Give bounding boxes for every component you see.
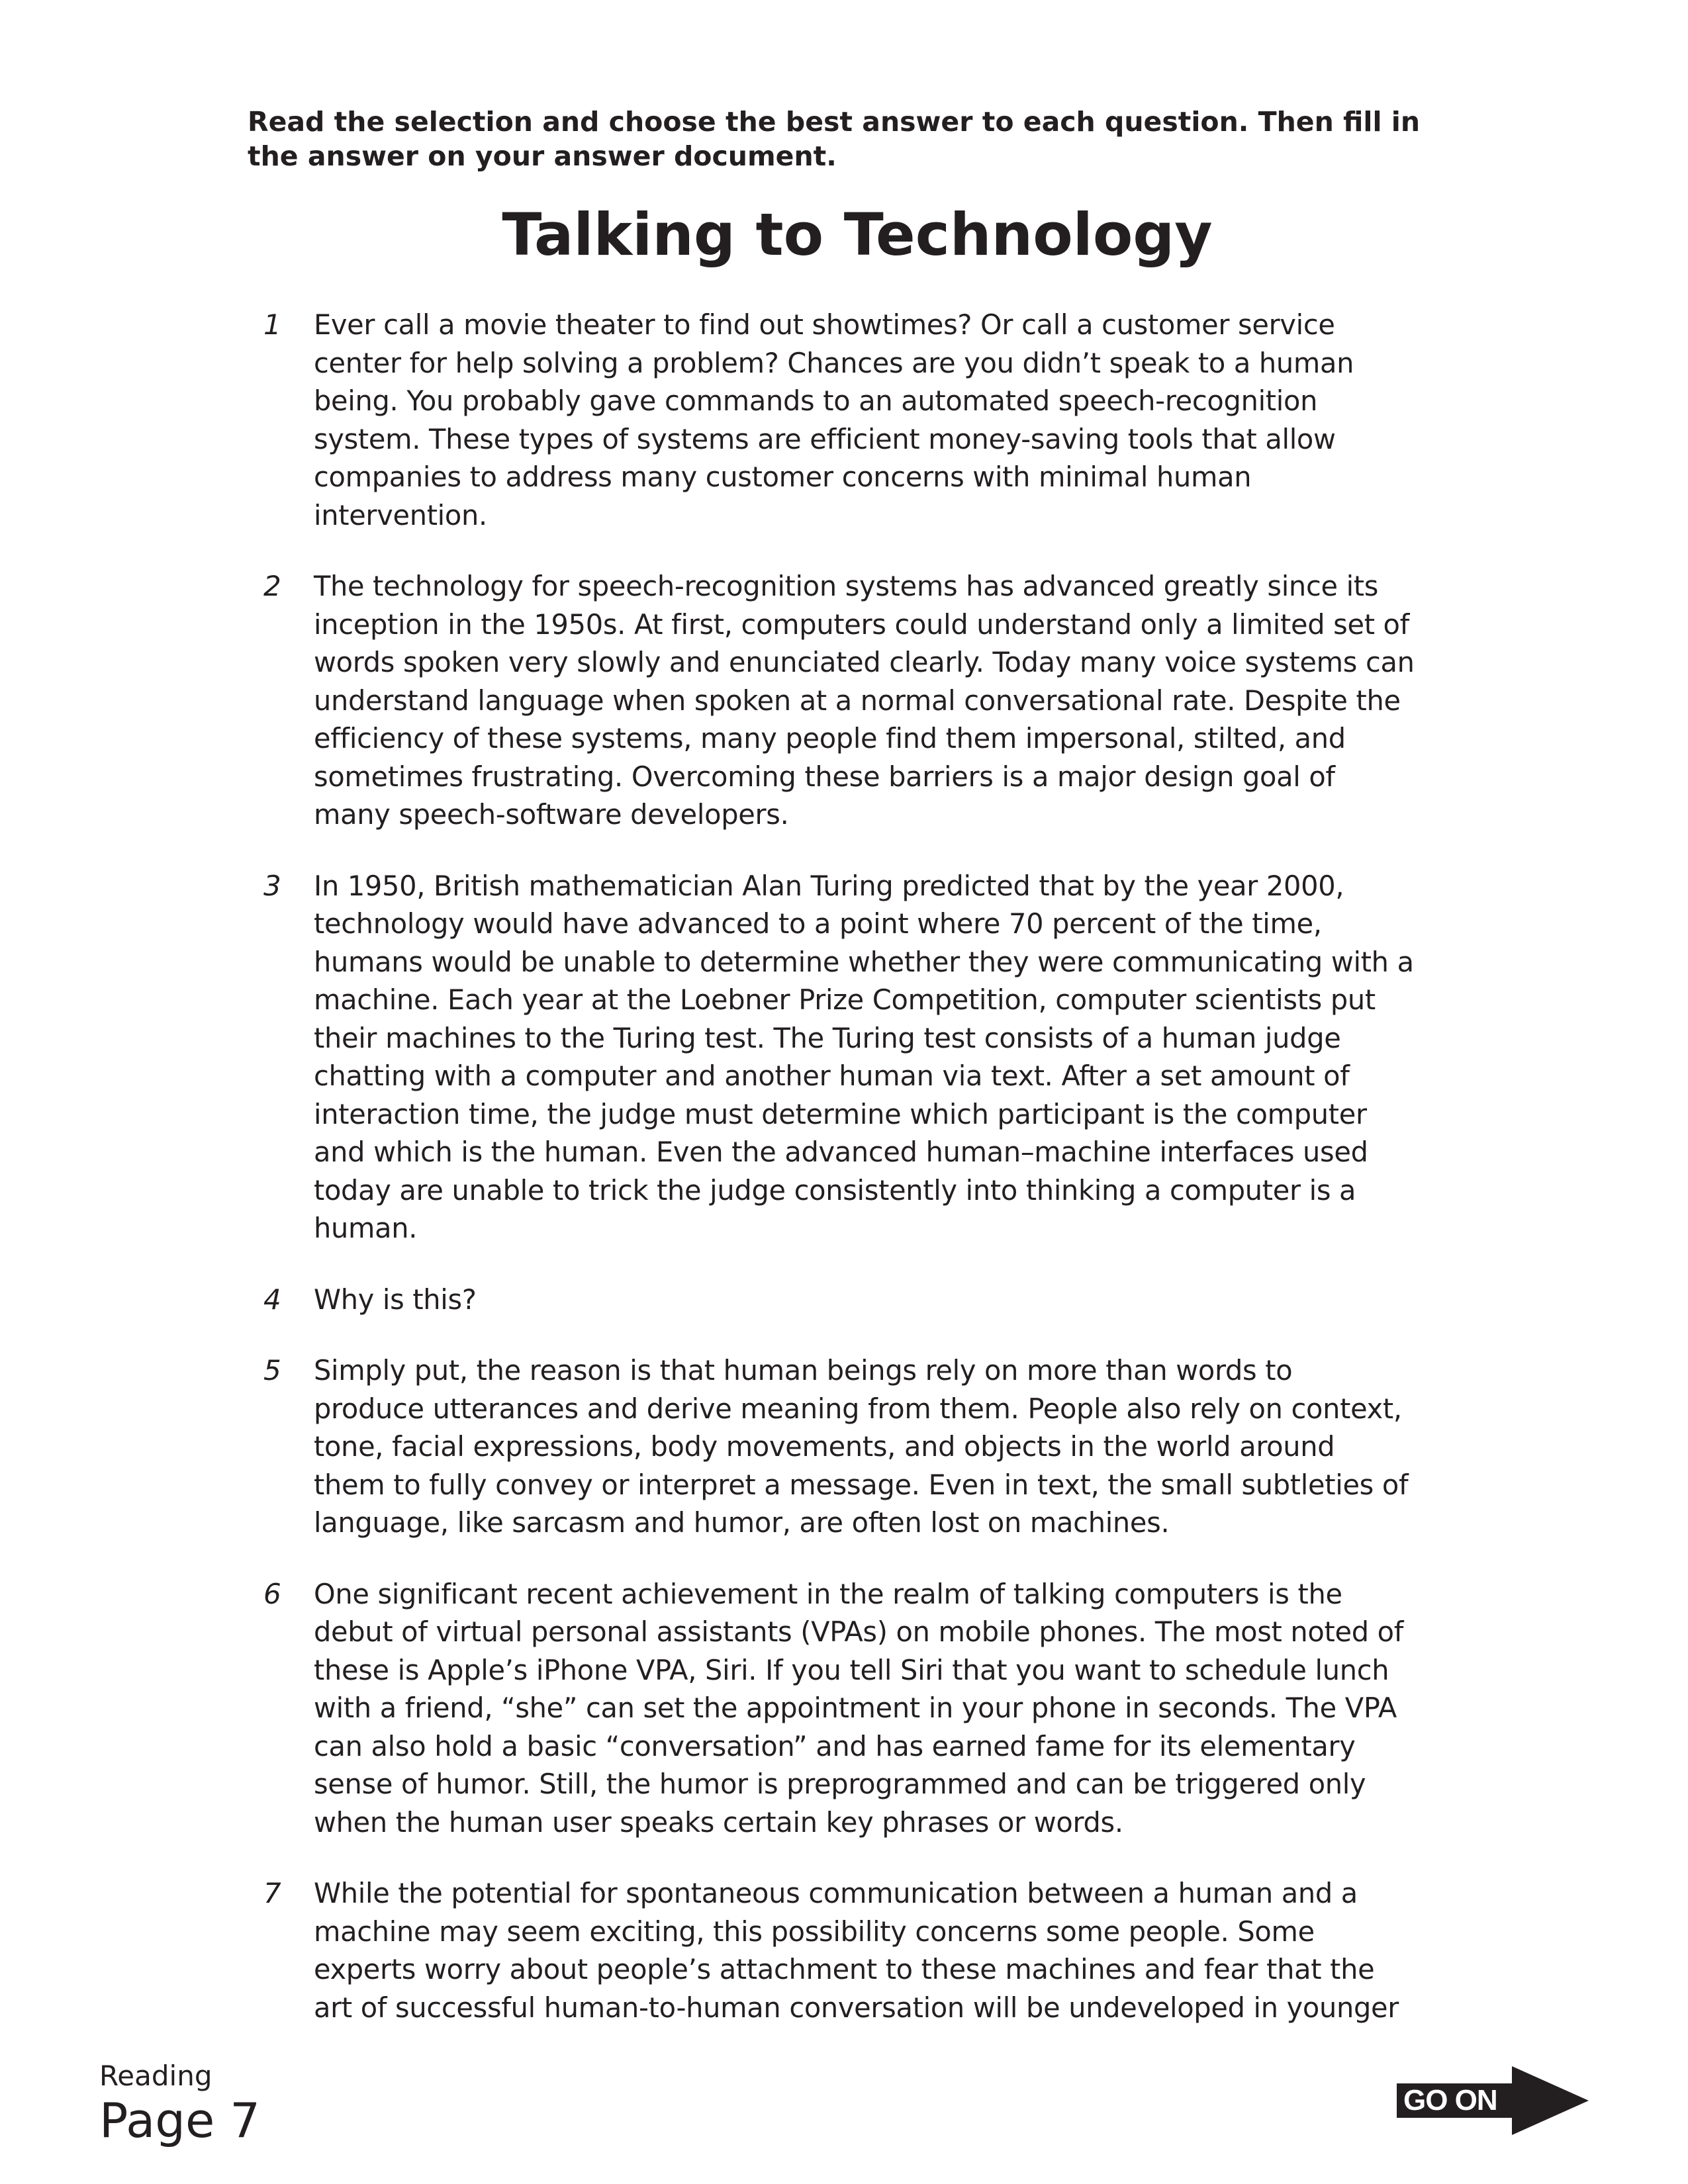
paragraph-text: [314, 1575, 1452, 1842]
paragraph-line: While the potential for spontaneous communication between a human and a: [314, 1877, 1358, 1909]
paragraph-line: and which is the human. Even the advanced human–machine interfaces used: [314, 1136, 1368, 1168]
paragraph-line: Ever call a movie theater to find out showtimes? Or call a customer service: [314, 308, 1335, 341]
go-on-button[interactable]: [1397, 2066, 1589, 2135]
paragraph-line: these is Apple’s iPhone VPA, Siri. If you tell Siri that you want to schedule lunch: [314, 1653, 1389, 1686]
paragraph-3: [0, 867, 1688, 1248]
paragraph-number: 5: [263, 1354, 281, 1387]
paragraph-line: language, like sarcasm and humor, are often lost on machines.: [314, 1506, 1170, 1539]
paragraph-1: [0, 306, 1688, 534]
paragraph-line: human.: [314, 1212, 418, 1244]
paragraph-line: understand language when spoken at a normal conversational rate. Despite the: [314, 684, 1401, 717]
paragraph-line: humans would be unable to determine whether they were communicating with a: [314, 945, 1414, 978]
paragraph-line: today are unable to trick the judge consistently into thinking a computer is a: [314, 1173, 1356, 1206]
paragraph-number: 6: [263, 1577, 281, 1610]
paragraph-text: [314, 1351, 1452, 1542]
paragraph-line: companies to address many customer concerns with minimal human: [314, 461, 1252, 493]
paragraph-5: [0, 1351, 1688, 1542]
paragraph-2: [0, 567, 1688, 834]
paragraph-text: [314, 1874, 1452, 2026]
paragraph-line: experts worry about people’s attachment to these machines and fear that the: [314, 1953, 1375, 1985]
paragraph-number: 3: [263, 869, 281, 902]
paragraph-line: sense of humor. Still, the humor is preprogrammed and can be triggered only: [314, 1768, 1366, 1800]
paragraph-line: their machines to the Turing test. The Turing test consists of a human judge: [314, 1021, 1341, 1054]
paragraph-line: many speech-software developers.: [314, 798, 789, 831]
instructions: [248, 105, 1452, 173]
instructions-line: Read the selection and choose the best answer to each question. Then fill in: [248, 106, 1421, 138]
passage: [0, 306, 1688, 2060]
paragraph-line: One significant recent achievement in the realm of talking computers is the: [314, 1577, 1342, 1610]
paragraph-line: words spoken very slowly and enunciated clearly. Today many voice systems can: [314, 646, 1415, 678]
paragraph-line: being. You probably gave commands to an automated speech-recognition: [314, 385, 1318, 417]
paragraph-line: when the human user speaks certain key phrases or words.: [314, 1805, 1123, 1839]
paragraph-line: efficiency of these systems, many people find them impersonal, stilted, and: [314, 722, 1346, 754]
paragraph-line: debut of virtual personal assistants (VPAs) on mobile phones. The most noted of: [314, 1615, 1404, 1648]
paragraph-number: 2: [263, 570, 281, 602]
paragraph-line: In 1950, British mathematician Alan Turing predicted that by the year 2000,: [314, 869, 1344, 902]
paragraph-line: Simply put, the reason is that human beings rely on more than words to: [314, 1354, 1293, 1387]
paragraph-line: produce utterances and derive meaning from them. People also rely on context,: [314, 1392, 1402, 1425]
paragraph-text: [314, 567, 1452, 834]
go-on-label: GO ON: [1403, 2084, 1497, 2116]
paragraph-6: [0, 1575, 1688, 1842]
page-number: Page 7: [99, 2093, 260, 2148]
paragraph-line: machine. Each year at the Loebner Prize Competition, computer scientists put: [314, 983, 1376, 1016]
paragraph-line: interaction time, the judge must determine which participant is the computer: [314, 1097, 1367, 1130]
passage-title: Talking to Technology: [502, 201, 1213, 269]
paragraph-text: [314, 1281, 1452, 1319]
paragraph-line: The technology for speech-recognition systems has advanced greatly since its: [314, 570, 1379, 602]
paragraph-line: system. These types of systems are efficient money-saving tools that allow: [314, 422, 1336, 455]
paragraph-number: 1: [263, 308, 281, 341]
footer-subject: Reading: [99, 2060, 212, 2092]
paragraph-number: 7: [263, 1877, 281, 1909]
paragraph-line: art of successful human-to-human conversation will be undeveloped in younger: [314, 1991, 1399, 2024]
paragraph-line: center for help solving a problem? Chances are you didn’t speak to a human: [314, 346, 1354, 379]
paragraph-text: [314, 867, 1452, 1248]
paragraph-4: [0, 1281, 1688, 1319]
paragraph-text: [314, 306, 1452, 534]
paragraph-line: inception in the 1950s. At first, computers could understand only a limited set of: [314, 608, 1409, 641]
paragraph-line: with a friend, “she” can set the appointment in your phone in seconds. The VPA: [314, 1692, 1397, 1724]
paragraph-line: Why is this?: [314, 1283, 477, 1316]
paragraph-line: tone, facial expressions, body movements, and objects in the world around: [314, 1430, 1335, 1463]
paragraph-number: 4: [263, 1283, 281, 1316]
paragraph-line: machine may seem exciting, this possibility concerns some people. Some: [314, 1915, 1315, 1948]
instructions-line: the answer on your answer document.: [248, 140, 837, 172]
paragraph-line: sometimes frustrating. Overcoming these barriers is a major design goal of: [314, 760, 1335, 793]
paragraph-line: chatting with a computer and another human via text. After a set amount of: [314, 1060, 1350, 1092]
paragraph-line: intervention.: [314, 498, 487, 531]
paragraph-7: [0, 1874, 1688, 2026]
paragraph-line: them to fully convey or interpret a message. Even in text, the small subtleties of: [314, 1468, 1409, 1501]
paragraph-line: technology would have advanced to a point where 70 percent of the time,: [314, 907, 1322, 940]
paragraph-line: can also hold a basic “conversation” and has earned fame for its elementary: [314, 1729, 1356, 1762]
